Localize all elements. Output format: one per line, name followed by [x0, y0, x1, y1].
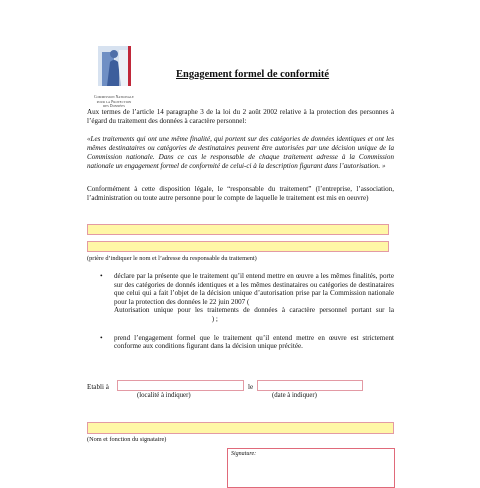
responsable-name-field[interactable] — [87, 224, 389, 235]
logo-caption-line: pour la Protection — [96, 99, 132, 104]
legal-quote: «Les traitements qui ont une même finalité, qui portent sur des catégories de données identiques et ont les mêmes destinataires ou catégories de destinataires peuvent être autorisées par une décision unique de la Commission nationale. Dans ce cas le responsable de chaque traitement adresse à la Commission nationale un engagement formel de conformité de celui-ci à la description figurant dans l’autorisation. » — [87, 135, 394, 170]
etabli-label: Etabli à — [87, 383, 109, 391]
declaration-text-3: ) ; — [211, 314, 218, 323]
bullet-icon: • — [100, 271, 103, 280]
declaration-item — [100, 334, 394, 351]
locality-hint: (localité à indiquer) — [137, 392, 191, 399]
declaration-text-1: déclare par la présente que le traitement qu’il entend mettre en œuvre a les mêmes finalités, porte sur des catégories de donnés identiques et a les mêmes destinataires ou catégories de destinataires que celui qui a fait l’objet de la décision unique d’autorisation prise par la Commission nationale pour la protection des données le 22 juin 2007 ( — [114, 272, 394, 306]
signature-box[interactable] — [227, 448, 395, 488]
declaration-item — [100, 272, 394, 324]
logo-caption-line: Commission Nationale — [94, 95, 134, 99]
responsable-address-field[interactable] — [87, 241, 389, 252]
declaration-list — [100, 272, 394, 351]
signatory-hint: (Nom et fonction du signataire) — [87, 436, 167, 443]
bullet-icon: • — [100, 332, 103, 342]
cnpd-logo — [92, 44, 136, 94]
declaration-text-2: Autorisation unique pour les traitements de données à caractère personnel portant sur la — [114, 306, 394, 315]
conformity-paragraph: Conformément à cette disposition légale, le “responsable du traitement” (l’entreprise, l’association, l’administration ou toute autre personne pour le compte de laquelle le traitement est mis en oeuvre) — [87, 185, 394, 202]
logo-caption-line: des Données — [102, 104, 126, 109]
document-title: Engagement formel de conformité — [176, 69, 330, 80]
signatory-name-field[interactable] — [87, 422, 394, 434]
date-hint: (date à indiquer) — [272, 392, 317, 399]
responsable-hint: (prière d’indiquer le nom et l’adresse du responsable du traitement) — [87, 255, 257, 262]
logo-caption — [82, 95, 146, 109]
locality-field[interactable] — [117, 380, 244, 391]
intro-paragraph: Aux termes de l’article 14 paragraphe 3 de la loi du 2 août 2002 relative à la protection des personnes à l’égard du traitement des données à caractère personnel: — [87, 108, 394, 125]
date-field[interactable] — [257, 380, 363, 391]
commitment-text: prend l’engagement formel que le traitement qu’il entend mettre en œuvre est strictement conforme aux conditions figurant dans la décision unique précitée. — [114, 333, 394, 351]
le-label: le — [248, 383, 254, 391]
signature-label: Signature: — [231, 451, 257, 457]
